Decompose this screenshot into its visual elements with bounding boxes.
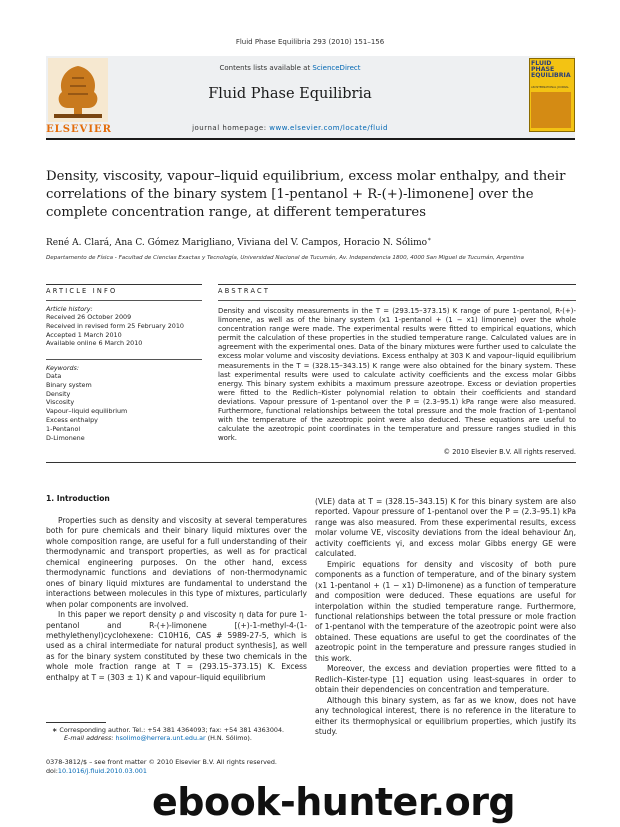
article-info-heading: ARTICLE INFO (46, 287, 118, 295)
email-label: E-mail address: (64, 734, 116, 743)
article-info-subrule (46, 300, 202, 301)
elsevier-tree-logo (48, 58, 108, 130)
history-item: Available online 6 March 2010 (46, 339, 143, 348)
intro-paragraph: (VLE) data at T = (328.15–343.15) K for this binary system are also reported. Vapour pressure of 1-pentanol over the P = (2.3–95.1) kPa range was also measured. From these experimental results, excess molar volume VE, viscosity deviations from the ideal behaviour Δη, activity coefficients γi, and excess molar Gibbs energy GE were calculated. (315, 497, 576, 559)
contents-availability (120, 64, 460, 72)
abstract-rule (218, 284, 576, 285)
corresponding-footnote (52, 726, 307, 742)
keywords-rule (46, 359, 202, 360)
copyright-notice: © 2010 Elsevier B.V. All rights reserved. (443, 448, 576, 456)
corresponding-mark[interactable]: ∗ (427, 236, 432, 243)
affiliation: Departamento de Física - Facultad de Ciencias Exactas y Tecnología, Universidad Nacional de Tucumán, Av. Independencia 1800, 4000 San Miguel de Tucumán, Argentina (46, 255, 524, 261)
contents-prefix: Contents lists available at (219, 64, 313, 72)
journal-title: Fluid Phase Equilibria (208, 86, 372, 102)
keyword-item: Excess enthalpy (46, 415, 98, 424)
intro-paragraph: Properties such as density and viscosity at several temperatures both for pure chemicals and their binary liquid mixtures over the whole composition range, are useful for a full understanding of their thermodynamic and transport properties, as well as for practical chemical engineering purposes. On the other hand, excess thermodynamic functions and deviations of non-thermodynamic ones of binary liquid mixtures are fundamental to understand the interactions between molecules in this type of mixtures, particularly when polar components are involved. (46, 516, 307, 609)
email-line (52, 734, 307, 742)
issn-line: 0378-3812/$ – see front matter © 2010 Elsevier B.V. All rights reserved. (46, 758, 277, 766)
abstract-bottom-rule (46, 462, 576, 463)
keyword-item: Vapour–liquid equilibrium (46, 407, 128, 416)
footnote-rule (46, 722, 106, 723)
abstract-subrule (218, 300, 576, 301)
history-item: Received in revised form 25 February 2010 (46, 321, 184, 330)
doi-line (46, 767, 316, 775)
history-item: Received 26 October 2009 (46, 313, 132, 321)
sciencedirect-link[interactable]: ScienceDirect (312, 64, 361, 72)
cover-title: FLUID PHASE EQUILIBRIA (531, 60, 571, 79)
authors: René A. Clará, Ana C. Gómez Marigliano, Viviana del V. Campos, Horacio N. Sólimo (46, 238, 428, 248)
homepage-link[interactable]: www.elsevier.com/locate/fluid (269, 124, 388, 132)
intro-paragraph: Moreover, the excess and deviation properties were fitted to a Redlich–Kister-type [1] equation using least-squares in order to obtain their dependencies on concentration and temperature. (315, 664, 576, 695)
keywords-block (46, 364, 202, 442)
intro-paragraph: In this paper we report density ρ and viscosity η data for pure 1-pentanol and R-(+)-limonene [(+)-1-methyl-4-(1-methylethenyl)cyclohexene: C10H16, CAS # 5989-27-5, which is used as a chiral intermediate for natural product synthesis], as well as for the binary system constituted by these two chemicals in the whole mole fraction range at T = (293.15–373.15) K. Excess enthalpy at T = (303 ± 1) K and vapour–liquid equilibrium (46, 610, 307, 682)
author-list (46, 236, 576, 248)
keywords-label: Keywords: (46, 364, 79, 372)
cover-artwork (531, 92, 571, 128)
intro-paragraph: Empiric equations for density and viscosity of both pure components as a function of temperature, and of the binary system (x1 1-pentanol + (1 − x1) D-limonene) as a function of temperature and composition were deduced. These equations are useful for interpolation within the studied temperature range. Furthermore, functional relationships between the total pressure or mole fraction of 1-pentanol with the temperature of the azeotropic point were also obtained. These equations are useful to get the coordinates of the azeotropic point in the temperature and pressure ranges studied in this work. (315, 559, 576, 663)
running-header: Fluid Phase Equilibria 293 (2010) 151–156 (235, 38, 385, 46)
history-item: Accepted 1 March 2010 (46, 330, 122, 339)
paper-title: Density, viscosity, vapour–liquid equilibrium, excess molar enthalpy, and their correlations of the binary system [1-pentanol + R-(+)-limonene] over the complete concentration range, at different temperatures (46, 169, 566, 220)
doi-label: doi: (46, 767, 58, 775)
intro-right-column (315, 497, 576, 737)
cover-subtitle: AN INTERNATIONAL JOURNAL (531, 86, 569, 89)
email-link[interactable]: hsolimo@herrera.unt.edu.ar (115, 734, 206, 743)
abstract-body: Density and viscosity measurements in the T = (293.15–373.15) K range of pure 1-pentanol, R-(+)-limonene, as well as of the binary system (x1 1-pentanol + (1 − x1) limonene) over the whole concentration range were made. The experimental results were fitted to empirical equations, which permit the calculation of these properties in the studied temperature range. Calculated values are in agreement with the experimental ones. Data of the binary mixtures were further used to calculate the excess molar volume and viscosity deviations. Excess enthalpy at 303 K and vapour–liquid equilibrium measurements in the T = (328.15–343.15) K range were also obtained for the binary system. These last experimental results were used to calculate activity coefficients and the excess molar Gibbs energy. This binary system exhibits a maximum pressure azeotrope. Excess or deviation properties were fitted to the Redlich–Kister polynomial relation to obtain their coefficients and standard deviations. Vapour pressure of 1-pentanol over the P = (2.3–95.1) kPa range were also measured. Furthermore, functional relationships between the total pressure and the mole fraction of 1-pentanol with the temperature of the azeotropic point were also deduced. These equations are useful to calculate the azeotropic point coordinates in the temperature and pressure ranges studied in this work. (218, 307, 576, 443)
journal-homepage (120, 124, 460, 132)
history-label: Article history: (46, 305, 93, 313)
section-heading-introduction: 1. Introduction (46, 494, 110, 503)
intro-paragraph: Although this binary system, as far as we know, does not have any technological interest, there is no reference in the literature to either its thermophysical or equilibrium properties, which justify its study. (315, 695, 576, 736)
keyword-item: Viscosity (46, 398, 75, 407)
doi-link[interactable]: 10.1016/j.fluid.2010.03.001 (57, 767, 147, 775)
article-history (46, 305, 202, 348)
keyword-item: 1-Pentanol (46, 424, 81, 433)
email-suffix: (H.N. Sólimo). (205, 734, 252, 743)
watermark-text: ebook-hunter.org (152, 780, 516, 824)
corresponding-author: ∗ Corresponding author. Tel.: +54 381 4364093; fax: +54 381 4363004. (52, 726, 285, 734)
keyword-item: Binary system (46, 380, 92, 389)
publisher-wordmark: ELSEVIER (46, 124, 112, 135)
intro-left-column (46, 516, 307, 683)
keyword-item: Density (46, 389, 71, 398)
article-info-rule (46, 284, 202, 285)
abstract-heading: ABSTRACT (218, 287, 271, 295)
homepage-prefix: journal homepage: (192, 124, 270, 132)
keyword-item: Data (46, 372, 62, 380)
keyword-item: D-Limonene (46, 433, 85, 442)
